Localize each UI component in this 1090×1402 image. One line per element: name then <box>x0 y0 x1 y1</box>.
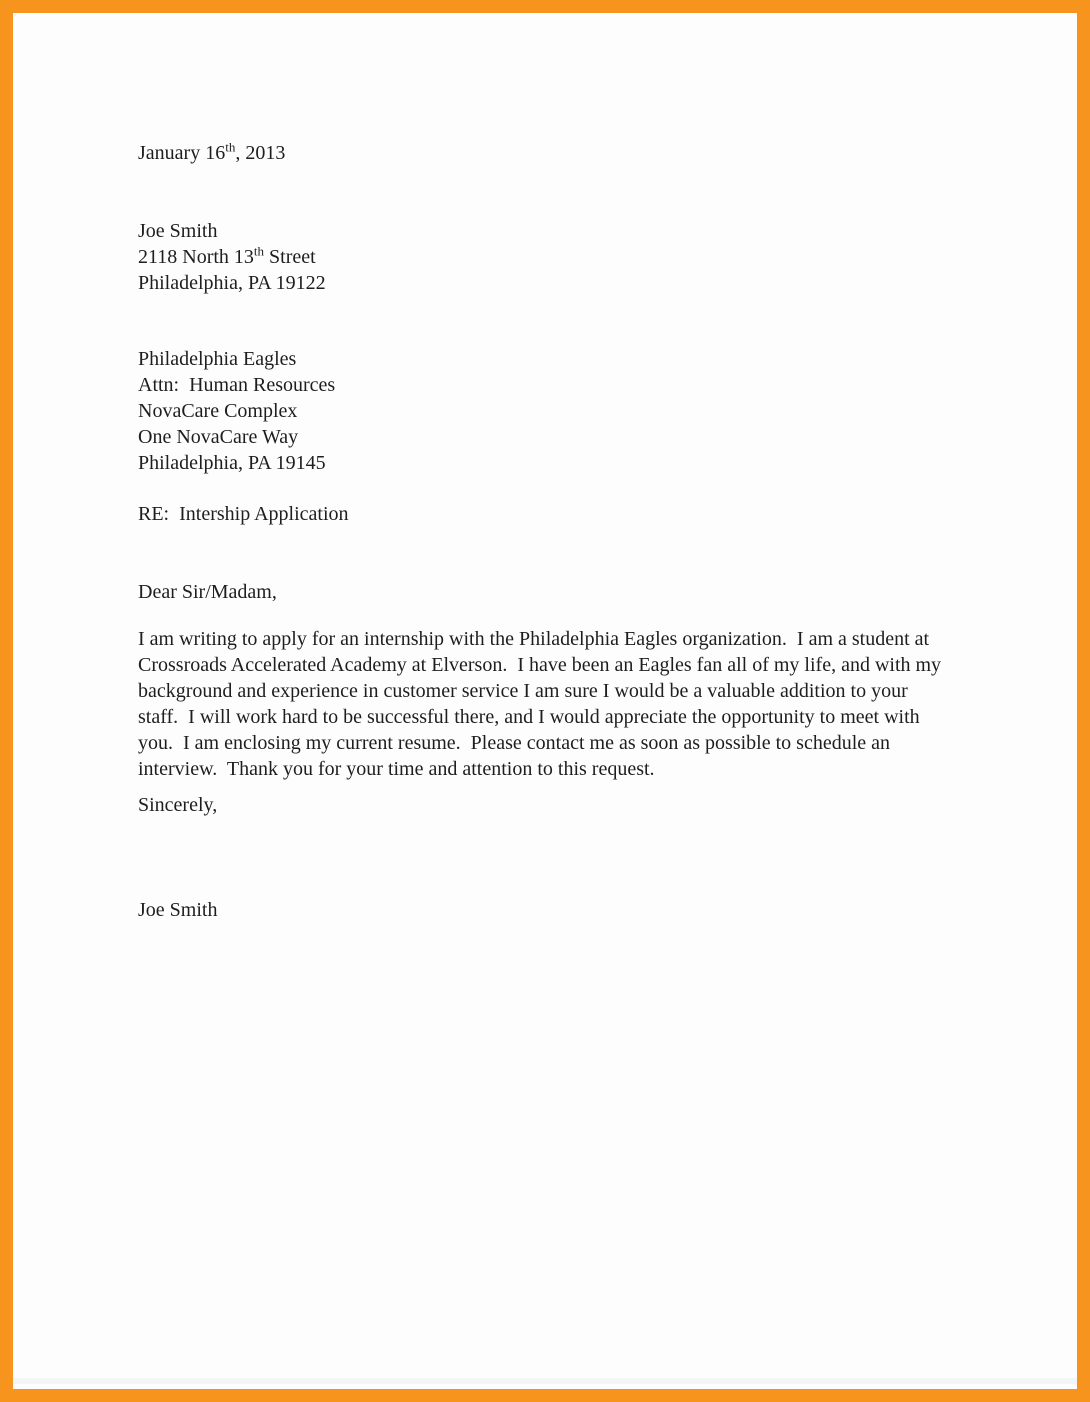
body-line: interview. Thank you for your time and attention to this request. <box>138 758 655 780</box>
sender-street-ordinal: th <box>253 243 265 259</box>
recipient-address-block <box>138 346 977 476</box>
letter-date <box>138 140 977 166</box>
recipient-organization: Philadelphia Eagles <box>138 348 297 370</box>
sender-address-block <box>138 218 977 296</box>
recipient-building: NovaCare Complex <box>138 400 298 422</box>
sender-street <box>138 244 977 270</box>
sender-street-number: 2118 North 13 <box>138 246 254 268</box>
body-line: staff. I will work hard to be successful there, and I would appreciate the opportunity to meet with <box>138 706 920 728</box>
body-line: you. I am enclosing my current resume. Please contact me as soon as possible to schedule an <box>138 732 891 754</box>
signature-name: Joe Smith <box>138 899 218 921</box>
sender-name: Joe Smith <box>138 220 218 242</box>
salutation: Dear Sir/Madam, <box>138 581 277 603</box>
body-paragraph <box>138 626 966 782</box>
recipient-street: One NovaCare Way <box>138 426 299 448</box>
body-line: Crossroads Accelerated Academy at Elverson. I have been an Eagles fan all of my life, and with my <box>138 654 942 676</box>
body-line: I am writing to apply for an internship with the Philadelphia Eagles organization. I am a student at <box>138 628 930 650</box>
closing: Sincerely, <box>138 794 218 816</box>
subject-line: RE: Intership Application <box>138 503 349 525</box>
body-line: background and experience in customer service I am sure I would be a valuable addition to your <box>138 680 908 702</box>
recipient-city-line: Philadelphia, PA 19145 <box>138 452 326 474</box>
sender-city-line: Philadelphia, PA 19122 <box>138 272 326 294</box>
letter-content <box>13 13 1077 923</box>
sender-street-name: Street <box>264 246 316 268</box>
date-ordinal: th <box>225 139 236 155</box>
date-year: , 2013 <box>235 142 286 164</box>
recipient-attention-line: Attn: Human Resources <box>138 374 336 396</box>
page-bottom-edge-shadow <box>13 1378 1077 1384</box>
date-text: January 16 <box>138 142 226 164</box>
